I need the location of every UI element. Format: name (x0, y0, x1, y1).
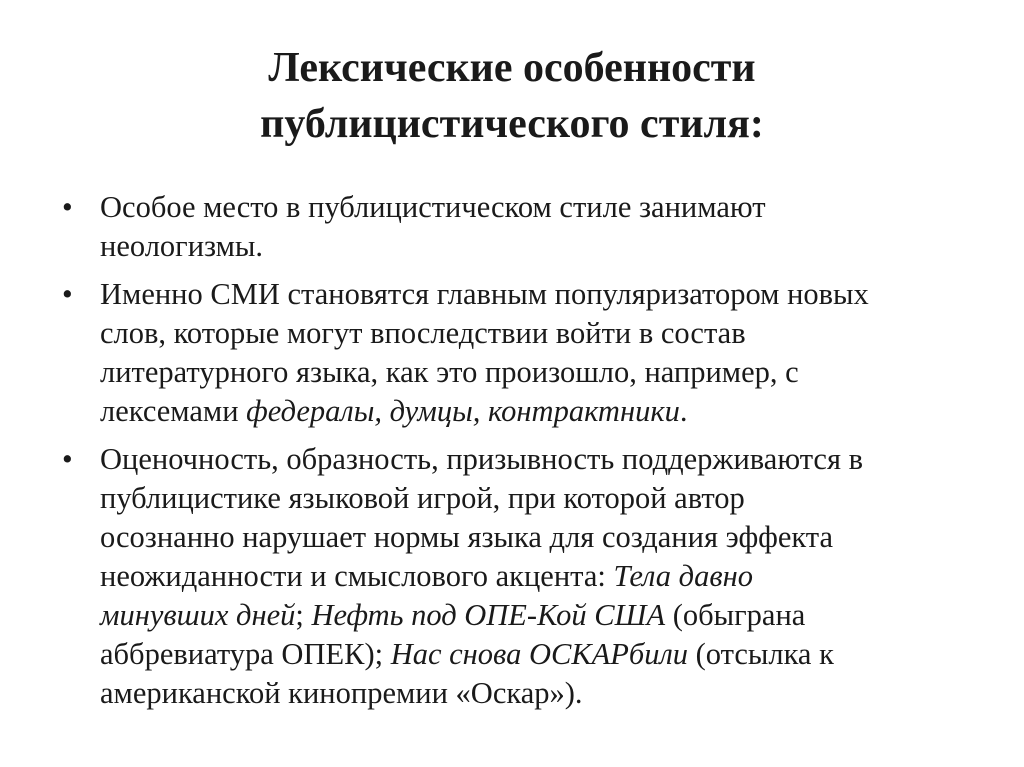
text-run: американской кинопремии «Оскар»). (100, 676, 583, 710)
text-run: литературного языка, как это произошло, например, с (100, 355, 799, 389)
bullet-list (60, 188, 980, 722)
text-run: ; (295, 598, 312, 632)
text-run: неожиданности и смыслового акцента: (100, 559, 614, 593)
text-run: неологизмы. (100, 229, 264, 263)
bullet-text-line (100, 596, 980, 635)
bullet-marker: • (62, 277, 73, 311)
bullet-text-line (100, 674, 980, 713)
title-line-1: Лексические особенности (268, 45, 756, 91)
text-run: (отсылка к (688, 637, 834, 671)
bullet-item (60, 275, 980, 431)
bullet-text-line (100, 275, 980, 314)
bullet-marker: • (62, 190, 73, 224)
text-run: слов, которые могут впоследствии войти в состав (100, 316, 746, 350)
title-line-2: публицистического стиля: (260, 101, 764, 147)
text-run: (обыграна (665, 598, 806, 632)
bullet-item (60, 440, 980, 713)
slide-title (0, 40, 1024, 152)
text-run: осознанно нарушает нормы языка для создания эффекта (100, 520, 834, 554)
text-run: Именно СМИ становятся главным популяризатором новых (100, 277, 869, 311)
bullet-text-line (100, 479, 980, 518)
italic-example: федералы, думцы, контрактники (246, 394, 680, 428)
text-run: . (679, 394, 688, 428)
text-run: Оценочность, образность, призывность поддерживаются в (100, 442, 864, 476)
bullet-marker: • (62, 442, 73, 476)
bullet-text-line (100, 392, 980, 431)
bullet-text-line (100, 353, 980, 392)
italic-example: Тела давно (613, 559, 753, 593)
bullet-text-line (100, 314, 980, 353)
italic-example: минувших дней (100, 598, 296, 632)
text-run: лексемами (100, 394, 247, 428)
bullet-text-line (100, 557, 980, 596)
bullet-text-line (100, 227, 980, 266)
text-run: аббревиатура ОПЕК); (100, 637, 391, 671)
italic-example: Нефть под ОПЕ-Кой США (311, 598, 666, 632)
italic-example: Нас снова ОСКАРбили (390, 637, 688, 671)
bullet-text-line (100, 188, 980, 227)
text-run: Особое место в публицистическом стиле занимают (100, 190, 766, 224)
text-run: публицистике языковой игрой, при которой автор (100, 481, 745, 515)
bullet-text-line (100, 635, 980, 674)
bullet-text-line (100, 518, 980, 557)
bullet-text-line (100, 440, 980, 479)
bullet-item (60, 188, 980, 266)
